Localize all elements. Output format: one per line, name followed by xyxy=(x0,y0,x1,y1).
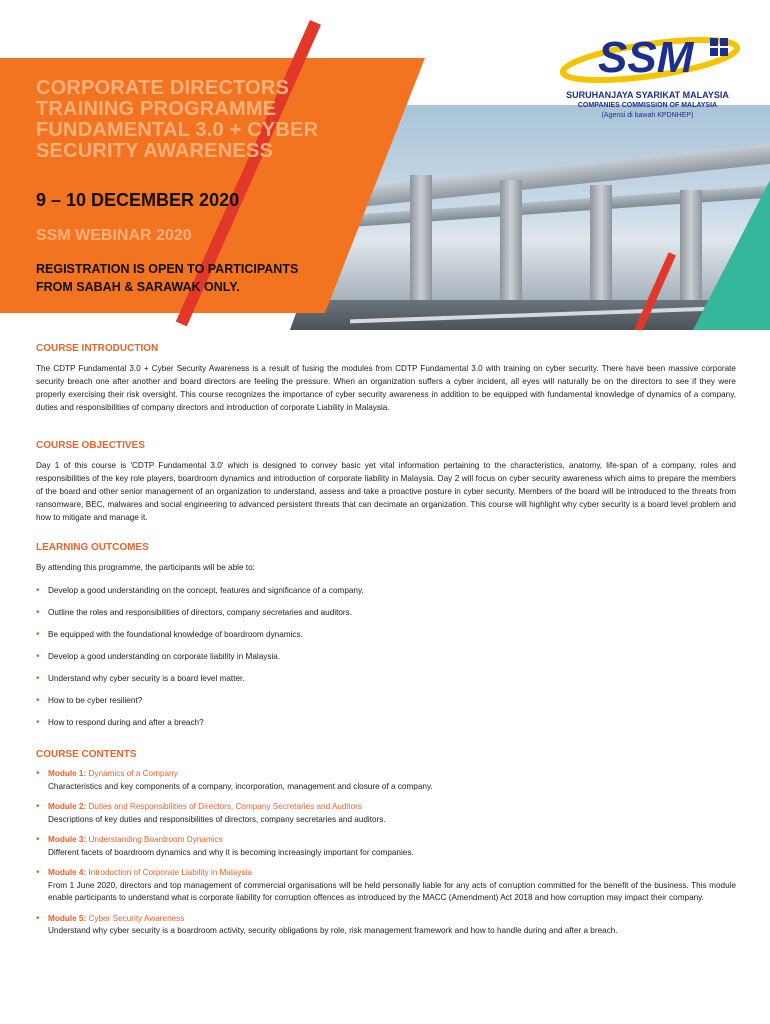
module-desc: Understand why cyber security is a boardroom activity, security obligations by role, risk management framework and how to handle during and after a breach. xyxy=(48,926,618,935)
list-item: • Be equipped with the foundational knowledge of boardroom dynamics. xyxy=(36,628,736,641)
logo-name-en: COMPANIES COMMISSION OF MALAYSIA xyxy=(577,102,718,109)
list-item: • Develop a good understanding on corporate liability in Malaysia. xyxy=(36,650,736,663)
ssm-logo-mark xyxy=(560,20,765,90)
objectives-text: Day 1 of this course is 'CDTP Fundamental 3.0' which is designed to convey basic yet vital information pertaining to the characteristics, anatomy, life-span of a company, roles and responsibilities of the key role players, boardroom dynamics and introduction of corporate liability in Malaysia. Day 2 will focus on cyber security awareness which aims to prepare the members of the board and other senior management of an organization to understand, assess and take a proactive posture in cyber security. Members of the board will be introduced to the threats from ransomware, BEC, malwares and social engineering to advanced persistent threats that can decimate an organization. This course will highlight why cyber security is a board level problem and how to mitigate and manage it. xyxy=(36,461,736,522)
intro-heading: COURSE INTRODUCTION xyxy=(36,343,159,354)
module-item xyxy=(36,834,736,859)
module-name: Dynamics of a Company xyxy=(88,769,178,778)
list-item: • How to respond during and after a breach? xyxy=(36,716,736,729)
module-desc: Different facets of boardroom dynamics and why it is becoming increasingly important for companies. xyxy=(48,847,414,857)
module-label: Module 2: xyxy=(48,802,87,811)
course-content xyxy=(36,343,736,955)
module-item xyxy=(36,801,736,826)
intro-text: The CDTP Fundamental 3.0 + Cyber Security Awareness is a result of fusing the modules from CDTP Fundamental 3.0 with training on cyber security. There have been massive corporate security breach one after another and board directors are feeling the pressure. When an organization suffers a cyber incident, all eyes will naturally be on the directors to see if they were properly exercising their risk oversight. This course recognizes the importance of cyber security awareness in addition to be equipped with fundamental knowledge of dynamics of a company, duties and responsibilities of company directors and introduction of corporate Liability in Malaysia. xyxy=(36,364,736,412)
logo-agency: (Agensi di bawah KPDNHEP) xyxy=(601,112,694,119)
module-label: Module 5: xyxy=(48,913,87,923)
module-desc: Descriptions of key duties and responsibilities of directors, company secretaries and auditors. xyxy=(48,814,386,824)
list-item: • Outline the roles and responsibilities of directors, company secretaries and auditors. xyxy=(36,606,736,619)
list-item: • How to be cyber resilient? xyxy=(36,694,736,707)
section-introduction xyxy=(36,343,736,414)
module-name: Understanding Boardroom Dynamics xyxy=(88,835,223,844)
pillar xyxy=(410,175,432,305)
event-date: 9 – 10 DECEMBER 2020 xyxy=(36,190,240,210)
module-label: Module 3: xyxy=(48,835,87,844)
module-item xyxy=(36,913,736,938)
outcomes-lead: By attending this programme, the participants will be able to: xyxy=(36,563,255,572)
ssm-logo xyxy=(560,20,765,130)
list-item: • Develop a good understanding on the concept, features and significance of a company. xyxy=(36,584,736,597)
pillar xyxy=(680,190,702,305)
module-desc: From 1 June 2020, directors and top management of commercial organisations will be held personally liable for any acts of corruption committed for the benefit of the business. This module enable participants to understand what is corporate liability for corruption offences as introduced by the MACC (Amendment) Act 2018 and how corruption may impact their company. xyxy=(48,880,736,902)
pillar xyxy=(500,180,522,305)
logo-mark-text: SSM xyxy=(598,33,694,82)
objectives-heading: COURSE OBJECTIVES xyxy=(36,440,145,451)
module-name: Duties and Responsibilities of Directors, Company Secretaries and Auditors xyxy=(88,802,363,811)
logo-name-my: SURUHANJAYA SYARIKAT MALAYSIA xyxy=(566,90,729,100)
list-item: • Understand why cyber security is a board level matter. xyxy=(36,672,736,685)
module-name: Cyber Security Awareness xyxy=(88,913,185,923)
webinar-label: SSM WEBINAR 2020 xyxy=(36,227,192,244)
section-outcomes xyxy=(36,542,736,729)
outcomes-heading: LEARNING OUTCOMES xyxy=(36,542,149,553)
registration-note: REGISTRATION IS OPEN TO PARTICIPANTS FROM SABAH & SARAWAK ONLY. xyxy=(36,262,299,294)
programme-title: CORPORATE DIRECTORS TRAINING PROGRAMME FUNDAMENTAL 3.0 + CYBER SECURITY AWARENESS xyxy=(36,77,319,162)
section-contents xyxy=(36,749,736,938)
module-desc: Characteristics and key components of a company, incorporation, management and closure of a company. xyxy=(48,781,433,791)
contents-heading: COURSE CONTENTS xyxy=(36,749,137,760)
pillar xyxy=(590,185,612,305)
modules-list xyxy=(36,768,736,938)
module-item xyxy=(36,867,736,905)
module-label: Module 1: xyxy=(48,769,87,778)
module-label: Module 4: xyxy=(48,868,87,877)
module-name: Introduction of Corporate Liability in Malaysia xyxy=(88,868,252,877)
outcomes-list xyxy=(36,584,736,729)
module-item xyxy=(36,768,736,793)
section-objectives xyxy=(36,440,736,524)
